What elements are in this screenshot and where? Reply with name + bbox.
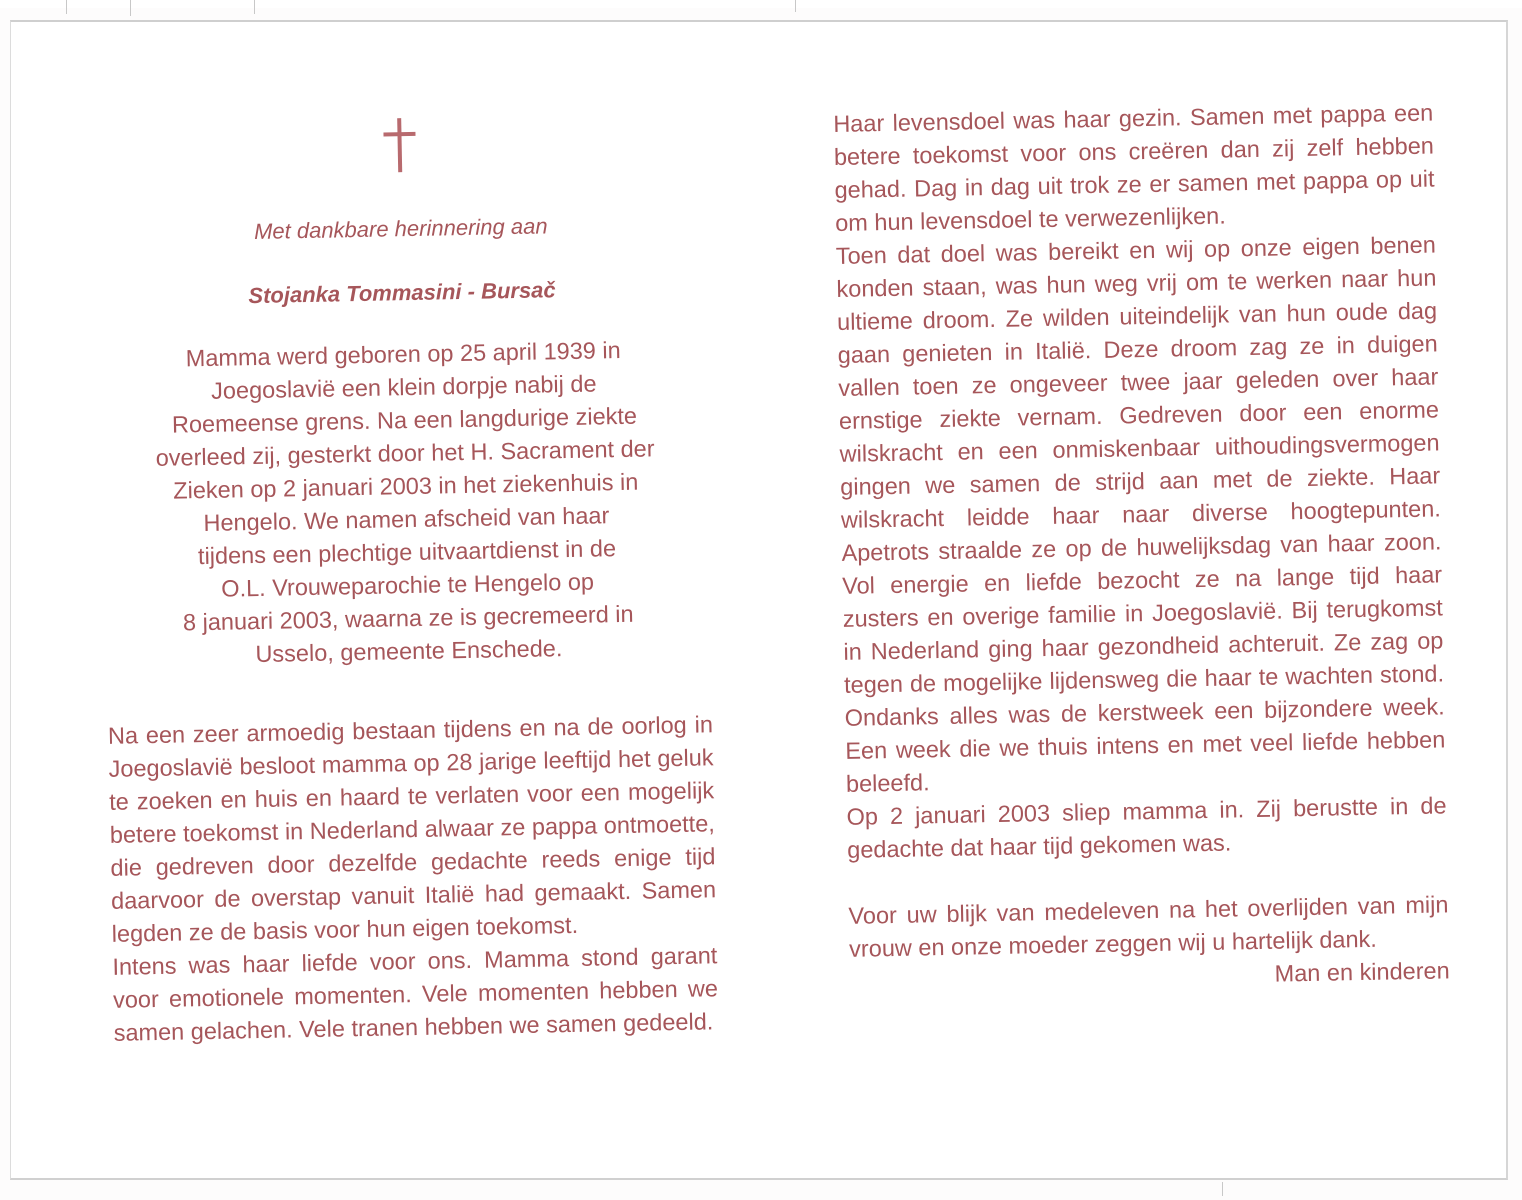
- scan-margin: [0, 0, 1522, 8]
- thanks-paragraph: Voor uw blijk van medeleven na het overlijden van mijn vrouw en onze moeder zeggen wij u hartelijk dank.: [848, 891, 1449, 962]
- dedication-heading: Met dankbare herinnering aan: [253, 213, 548, 244]
- illness-paragraph: Toen dat doel was bereikt en wij op onze eigen benen konden staan, was hun weg vrij om te werken naar hun ultieme droom. Ze wilden uiteindelijk van hun oude dag gaan genieten in Italië. Deze droom zag ze in duigen vallen toen ze ongeveer twee jaar geleden over haar ernstige ziekte vernam. Gedreven door een enorme wilskracht en een onmiskenbaar uithoudingsvermogen gingen we samen de strijd aan met de ziekte. Haar wilskracht leidde haar naar diverse hoogtepunten. Apetrots straalde ze op de huwelijksdag van haar zoon. Vol energie en liefde bezocht ze na lange tijd haar zusters en overige familie in Joegoslavië. Bij terugkomst in Nederland ging haar gezondheid achteruit. Ze zag op tegen de mogelijke lijdensweg die haar te wachten stond. Ondanks alles was de kerstweek een bijzondere week. Een week die we thuis intens en met veel liefde hebben beleefd.: [835, 231, 1446, 797]
- right-column: [833, 96, 1450, 998]
- biography-line: 8 januari 2003, waarna ze is gecremeerd in: [182, 600, 634, 636]
- deceased-name: Stojanka Tommasini - Bursač: [248, 277, 556, 309]
- passing-paragraph: Op 2 januari 2003 sliep mamma in. Zij berustte in de gedachte dat haar tijd gekomen was.: [846, 792, 1447, 863]
- biography-line: tijdens een plechtige uitvaartdienst in de: [197, 535, 617, 570]
- scan-mark: [1222, 1182, 1223, 1196]
- signature: Man en kinderen: [1274, 957, 1450, 987]
- life-goal-paragraph: Haar levensdoel was haar gezin. Samen met pappa een betere toekomst voor ons creëren dan zij zelf hebben gehad. Dag in dag uit trok ze er samen met pappa op uit om hun levensdoel te verwezenlijken.: [833, 99, 1435, 236]
- biography-line: overleed zij, gesterkt door het H. Sacrament der: [155, 435, 655, 471]
- biography: [100, 332, 711, 674]
- biography-line: Hengelo. We namen afscheid van haar: [203, 502, 610, 537]
- biography-line: O.L. Vrouweparochie te Hengelo op: [221, 568, 595, 602]
- scan-mark: [66, 0, 67, 14]
- scan-mark: [130, 0, 131, 16]
- left-column: [96, 100, 719, 1049]
- life-story-paragraph: Na een zeer armoedig bestaan tijdens en na de oorlog in Joegoslavië besloot mamma op 28 jarige leeftijd het geluk te zoeken en huis en haard te verlaten voor een mogelijk betere toekomst in Nederland alwaar ze pappa ontmoette, die gedreven door dezelfde gedachte reeds enige tijd daarvoor de overstap vanuit Italië had gemaakt. Samen legden ze de basis voor hun eigen toekomst.: [107, 711, 717, 947]
- biography-line: Mamma werd geboren op 25 april 1939 in: [185, 336, 621, 372]
- scan-mark: [254, 0, 255, 14]
- love-paragraph: Intens was haar liefde voor ons. Mamma stond garant voor emotionele momenten. Vele momenten hebben we samen gelachen. Vele tranen hebben we samen gedeeld.: [112, 942, 719, 1046]
- scan-mark: [795, 0, 796, 12]
- biography-line: Joegoslavië een klein dorpje nabij de: [210, 370, 597, 404]
- biography-line: Roemeense grens. Na een langdurige ziekte: [171, 402, 638, 438]
- biography-line: Zieken op 2 januari 2003 in het ziekenhuis in: [172, 468, 639, 504]
- memorial-card: [10, 20, 1508, 1180]
- latin-cross-icon: [379, 116, 420, 175]
- biography-line: Usselo, gemeente Enschede.: [255, 635, 563, 668]
